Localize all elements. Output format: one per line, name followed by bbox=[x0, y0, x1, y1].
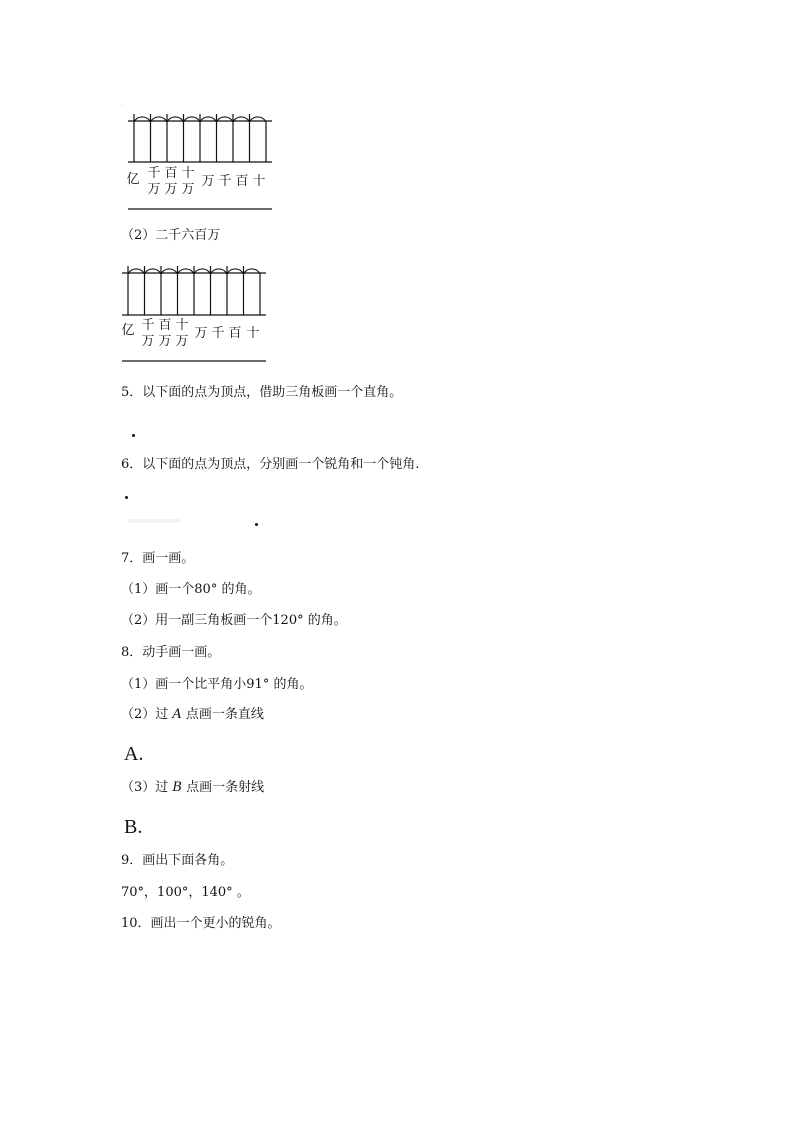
place-label-yi: 亿 bbox=[121, 323, 135, 338]
question-9: 9．画出下面各角。 bbox=[121, 853, 234, 868]
place-label-qian: 千 bbox=[211, 326, 225, 341]
question-8-3-suffix: 点画一条射线 bbox=[181, 780, 265, 795]
place-label-shi: 十 bbox=[252, 174, 266, 189]
question-8-2-suffix: 点画一条直线 bbox=[181, 707, 264, 722]
faint-mark bbox=[128, 519, 180, 523]
question-8-1: （1）画一个比平角小91° 的角。 bbox=[121, 677, 313, 692]
point-variable-b: B bbox=[172, 780, 182, 795]
place-label-baiwan: 百 万 bbox=[164, 166, 178, 197]
place-label-shiwan: 十 万 bbox=[175, 318, 189, 349]
place-label-wan: 万 bbox=[201, 174, 215, 189]
question-7: 7．画一画。 bbox=[121, 551, 195, 566]
vertex-point-q5 bbox=[132, 434, 135, 437]
vertex-point-q6-right bbox=[255, 523, 258, 526]
question-5: 5．以下面的点为顶点，借助三角板画一个直角。 bbox=[121, 385, 403, 400]
point-b-label: B. bbox=[124, 816, 143, 838]
vertex-point-q6-left bbox=[125, 496, 128, 499]
point-a-label: A. bbox=[124, 743, 144, 765]
question-8-2-prefix: （2）过 bbox=[121, 707, 173, 722]
point-variable-a: A bbox=[172, 707, 182, 722]
place-label-shi: 十 bbox=[246, 326, 260, 341]
place-label-baiwan: 百 万 bbox=[158, 318, 172, 349]
question-7-1: （1）画一个80° 的角。 bbox=[121, 582, 261, 597]
question-9-angles: 70°，100°，140° 。 bbox=[121, 885, 250, 900]
question-8-3-prefix: （3）过 bbox=[121, 780, 173, 795]
place-label-shiwan: 十 万 bbox=[181, 166, 195, 197]
place-label-yi: 亿 bbox=[126, 172, 140, 187]
place-label-bai: 百 bbox=[235, 174, 249, 189]
place-label-qian: 千 bbox=[218, 174, 232, 189]
question-8-2 bbox=[121, 706, 264, 724]
question-10: 10．画出一个更小的锐角。 bbox=[121, 916, 281, 931]
place-label-bai: 百 bbox=[228, 326, 242, 341]
question-7-2: （2）用一副三角板画一个120° 的角。 bbox=[121, 613, 347, 628]
place-label-qianwan: 千 万 bbox=[147, 166, 161, 197]
question-6: 6．以下面的点为顶点，分别画一个锐角和一个钝角. bbox=[121, 457, 420, 472]
question-8-3 bbox=[121, 779, 264, 797]
abacus-labels-1 bbox=[120, 166, 280, 206]
place-label-wan: 万 bbox=[194, 326, 208, 341]
question-8: 8．动手画一画。 bbox=[121, 645, 221, 660]
abacus-labels-2 bbox=[118, 318, 278, 358]
place-label-qianwan: 千 万 bbox=[141, 318, 155, 349]
svg-text:...: ... bbox=[120, 102, 124, 107]
question-4-2: （2）二千六百万 bbox=[121, 228, 221, 243]
